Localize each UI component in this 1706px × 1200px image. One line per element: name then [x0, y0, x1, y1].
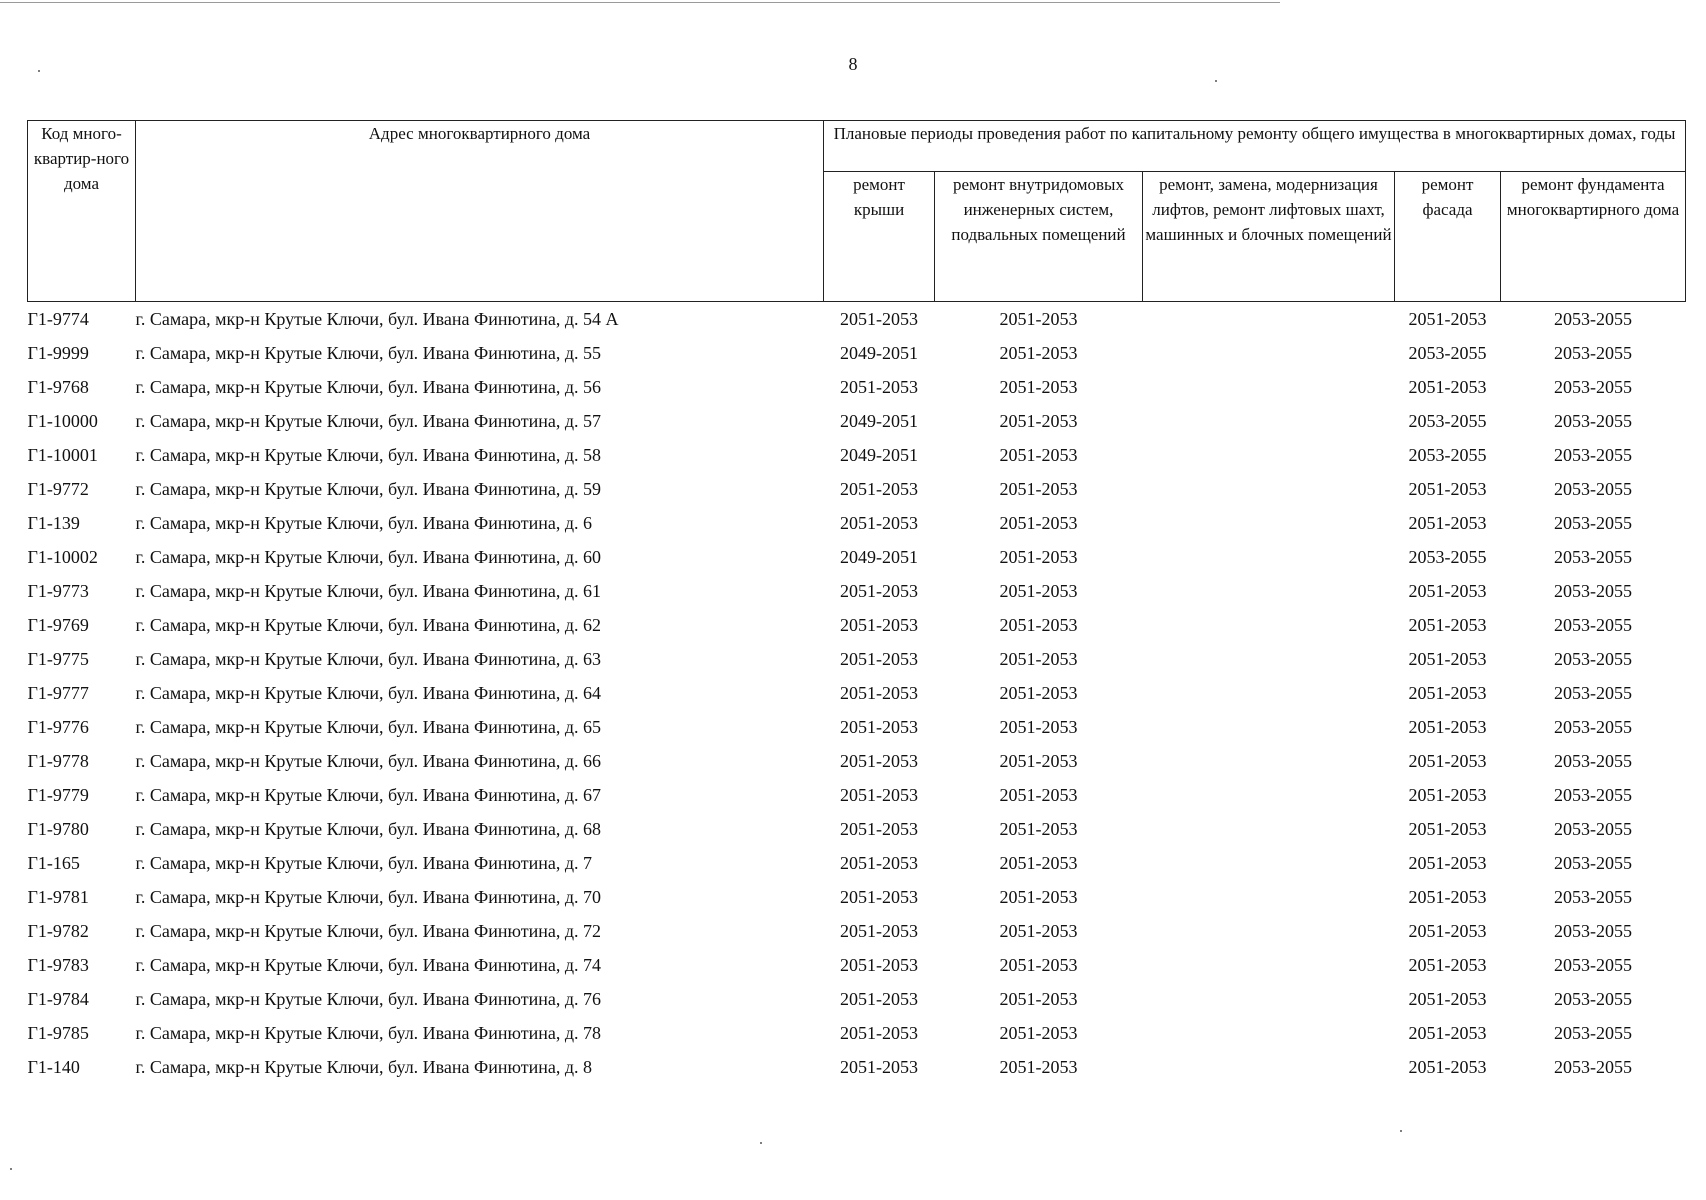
cell-roof: 2051-2053: [840, 649, 918, 669]
cell-elevators: [1143, 608, 1395, 642]
cell-roof: 2051-2053: [840, 717, 918, 737]
cell-foundation: 2053-2055: [1554, 1057, 1633, 1077]
table-body: [28, 302, 1686, 1085]
cell-roof: 2051-2053: [840, 309, 918, 329]
cell-code: Г1-139: [27, 513, 80, 533]
cell-elevators: [1143, 506, 1395, 540]
cell-foundation: 2053-2055: [1554, 377, 1633, 397]
cell-facade: 2051-2053: [1408, 377, 1487, 397]
cell-roof: 2051-2053: [840, 1023, 918, 1043]
cell-elevators: [1143, 438, 1395, 472]
cell-facade: 2053-2055: [1408, 343, 1487, 363]
table-row: [28, 880, 1686, 914]
cell-code: Г1-9776: [27, 717, 89, 737]
cell-address: г. Самара, мкр-н Крутые Ключи, бул. Ивана Финютина, д. 54 А: [135, 309, 619, 329]
cell-roof: 2051-2053: [840, 887, 918, 907]
cell-engineering: 2051-2053: [999, 683, 1078, 703]
cell-engineering: 2051-2053: [999, 581, 1078, 601]
cell-foundation: 2053-2055: [1554, 1023, 1633, 1043]
cell-engineering: 2051-2053: [999, 615, 1078, 635]
table-row: [28, 472, 1686, 506]
cell-engineering: 2051-2053: [999, 445, 1078, 465]
scan-speck: [38, 70, 40, 72]
cell-engineering: 2051-2053: [999, 513, 1078, 533]
cell-address: г. Самара, мкр-н Крутые Ключи, бул. Ивана Финютина, д. 78: [135, 1023, 602, 1043]
cell-elevators: [1143, 982, 1395, 1016]
cell-code: Г1-10001: [27, 445, 98, 465]
cell-foundation: 2053-2055: [1554, 581, 1633, 601]
table-row: [28, 574, 1686, 608]
cell-roof: 2049-2051: [840, 411, 918, 431]
header-foundation: ремонт фундамента многоквартирного дома: [1501, 172, 1686, 302]
cell-address: г. Самара, мкр-н Крутые Ключи, бул. Ивана Финютина, д. 57: [135, 411, 602, 431]
capital-repair-table: [27, 120, 1686, 1084]
cell-elevators: [1143, 574, 1395, 608]
cell-elevators: [1143, 642, 1395, 676]
table-row: [28, 336, 1686, 370]
cell-roof: 2051-2053: [840, 989, 918, 1009]
cell-address: г. Самара, мкр-н Крутые Ключи, бул. Ивана Финютина, д. 58: [135, 445, 602, 465]
cell-engineering: 2051-2053: [999, 649, 1078, 669]
cell-roof: 2051-2053: [840, 479, 918, 499]
cell-engineering: 2051-2053: [999, 479, 1078, 499]
table-row: [28, 812, 1686, 846]
cell-facade: 2051-2053: [1408, 717, 1487, 737]
cell-roof: 2051-2053: [840, 377, 918, 397]
header-periods: Плановые периоды проведения работ по капитальному ремонту общего имущества в многоквартирных домах, годы: [824, 121, 1686, 172]
cell-engineering: 2051-2053: [999, 751, 1078, 771]
cell-foundation: 2053-2055: [1554, 887, 1633, 907]
cell-foundation: 2053-2055: [1554, 343, 1633, 363]
cell-facade: 2053-2055: [1408, 445, 1487, 465]
cell-code: Г1-9781: [27, 887, 89, 907]
scan-speck: [1400, 1130, 1402, 1132]
header-code: Код много-квартир-ного дома: [28, 121, 136, 302]
cell-facade: 2051-2053: [1408, 615, 1487, 635]
cell-roof: 2049-2051: [840, 343, 918, 363]
cell-code: Г1-10002: [27, 547, 98, 567]
cell-address: г. Самара, мкр-н Крутые Ключи, бул. Ивана Финютина, д. 66: [135, 751, 602, 771]
cell-address: г. Самара, мкр-н Крутые Ключи, бул. Ивана Финютина, д. 6: [135, 513, 593, 533]
cell-facade: 2051-2053: [1408, 683, 1487, 703]
cell-foundation: 2053-2055: [1554, 751, 1633, 771]
cell-code: Г1-10000: [27, 411, 98, 431]
table-row: [28, 982, 1686, 1016]
cell-engineering: 2051-2053: [999, 955, 1078, 975]
table-row: [28, 438, 1686, 472]
cell-engineering: 2051-2053: [999, 1057, 1078, 1077]
cell-engineering: 2051-2053: [999, 411, 1078, 431]
cell-address: г. Самара, мкр-н Крутые Ключи, бул. Ивана Финютина, д. 60: [135, 547, 602, 567]
cell-roof: 2051-2053: [840, 819, 918, 839]
cell-roof: 2051-2053: [840, 955, 918, 975]
table-row: [28, 642, 1686, 676]
cell-address: г. Самара, мкр-н Крутые Ключи, бул. Ивана Финютина, д. 59: [135, 479, 602, 499]
cell-code: Г1-9774: [27, 309, 89, 329]
table-row: [28, 914, 1686, 948]
cell-roof: 2051-2053: [840, 853, 918, 873]
cell-foundation: 2053-2055: [1554, 921, 1633, 941]
cell-elevators: [1143, 710, 1395, 744]
cell-foundation: 2053-2055: [1554, 445, 1633, 465]
cell-address: г. Самара, мкр-н Крутые Ключи, бул. Ивана Финютина, д. 70: [135, 887, 602, 907]
cell-code: Г1-9777: [27, 683, 89, 703]
cell-facade: 2051-2053: [1408, 887, 1487, 907]
cell-elevators: [1143, 812, 1395, 846]
cell-engineering: 2051-2053: [999, 853, 1078, 873]
cell-code: Г1-9783: [27, 955, 89, 975]
cell-address: г. Самара, мкр-н Крутые Ключи, бул. Ивана Финютина, д. 56: [135, 377, 602, 397]
cell-code: Г1-9773: [27, 581, 89, 601]
cell-facade: 2051-2053: [1408, 649, 1487, 669]
cell-engineering: 2051-2053: [999, 377, 1078, 397]
header-engineering: ремонт внутридомовых инженерных систем, подвальных помещений: [935, 172, 1143, 302]
page-number: 8: [848, 54, 858, 74]
cell-elevators: [1143, 914, 1395, 948]
cell-foundation: 2053-2055: [1554, 513, 1633, 533]
cell-elevators: [1143, 1016, 1395, 1050]
cell-elevators: [1143, 404, 1395, 438]
cell-elevators: [1143, 540, 1395, 574]
cell-foundation: 2053-2055: [1554, 819, 1633, 839]
cell-facade: 2051-2053: [1408, 955, 1487, 975]
cell-foundation: 2053-2055: [1554, 785, 1633, 805]
cell-foundation: 2053-2055: [1554, 615, 1633, 635]
table-row: [28, 676, 1686, 710]
cell-elevators: [1143, 472, 1395, 506]
table-row: [28, 1050, 1686, 1084]
cell-elevators: [1143, 778, 1395, 812]
cell-foundation: 2053-2055: [1554, 309, 1633, 329]
cell-foundation: 2053-2055: [1554, 479, 1633, 499]
cell-address: г. Самара, мкр-н Крутые Ключи, бул. Ивана Финютина, д. 7: [135, 853, 593, 873]
cell-address: г. Самара, мкр-н Крутые Ключи, бул. Ивана Финютина, д. 68: [135, 819, 602, 839]
cell-roof: 2051-2053: [840, 513, 918, 533]
cell-facade: 2051-2053: [1408, 581, 1487, 601]
cell-address: г. Самара, мкр-н Крутые Ключи, бул. Ивана Финютина, д. 65: [135, 717, 602, 737]
cell-facade: 2051-2053: [1408, 1057, 1487, 1077]
table-row: [28, 710, 1686, 744]
cell-elevators: [1143, 948, 1395, 982]
cell-facade: 2051-2053: [1408, 989, 1487, 1009]
cell-elevators: [1143, 880, 1395, 914]
cell-elevators: [1143, 744, 1395, 778]
header-roof: ремонт крыши: [824, 172, 935, 302]
cell-address: г. Самара, мкр-н Крутые Ключи, бул. Ивана Финютина, д. 76: [135, 989, 602, 1009]
header-facade: ремонт фасада: [1395, 172, 1501, 302]
cell-elevators: [1143, 1050, 1395, 1084]
cell-roof: 2049-2051: [840, 445, 918, 465]
cell-roof: 2051-2053: [840, 615, 918, 635]
cell-engineering: 2051-2053: [999, 717, 1078, 737]
cell-foundation: 2053-2055: [1554, 853, 1633, 873]
cell-facade: 2051-2053: [1408, 1023, 1487, 1043]
cell-engineering: 2051-2053: [999, 343, 1078, 363]
scan-edge-line: [0, 2, 1280, 3]
cell-address: г. Самара, мкр-н Крутые Ключи, бул. Ивана Финютина, д. 64: [135, 683, 602, 703]
table-header: [28, 121, 1686, 302]
cell-code: Г1-165: [27, 853, 80, 873]
cell-engineering: 2051-2053: [999, 819, 1078, 839]
cell-facade: 2051-2053: [1408, 309, 1487, 329]
cell-elevators: [1143, 370, 1395, 404]
header-address: Адрес многоквартирного дома: [136, 121, 824, 302]
scan-speck: [1215, 80, 1217, 82]
cell-code: Г1-9772: [27, 479, 89, 499]
cell-engineering: 2051-2053: [999, 785, 1078, 805]
cell-code: Г1-9775: [27, 649, 89, 669]
cell-foundation: 2053-2055: [1554, 955, 1633, 975]
cell-facade: 2051-2053: [1408, 479, 1487, 499]
table-row: [28, 608, 1686, 642]
table-row: [28, 506, 1686, 540]
cell-code: Г1-9779: [27, 785, 89, 805]
cell-foundation: 2053-2055: [1554, 717, 1633, 737]
cell-code: Г1-9778: [27, 751, 89, 771]
cell-foundation: 2053-2055: [1554, 411, 1633, 431]
cell-code: Г1-140: [27, 1057, 80, 1077]
cell-engineering: 2051-2053: [999, 989, 1078, 1009]
cell-facade: 2051-2053: [1408, 513, 1487, 533]
cell-code: Г1-9780: [27, 819, 89, 839]
cell-facade: 2051-2053: [1408, 819, 1487, 839]
cell-foundation: 2053-2055: [1554, 683, 1633, 703]
scan-speck: [10, 1168, 12, 1170]
cell-elevators: [1143, 846, 1395, 880]
cell-foundation: 2053-2055: [1554, 547, 1633, 567]
table-row: [28, 846, 1686, 880]
cell-address: г. Самара, мкр-н Крутые Ключи, бул. Ивана Финютина, д. 8: [135, 1057, 593, 1077]
cell-foundation: 2053-2055: [1554, 989, 1633, 1009]
cell-elevators: [1143, 302, 1395, 337]
table-row: [28, 1016, 1686, 1050]
header-elevators: ремонт, замена, модернизация лифтов, ремонт лифтовых шахт, машинных и блочных помещений: [1143, 172, 1395, 302]
table-row: [28, 302, 1686, 337]
cell-code: Г1-9784: [27, 989, 89, 1009]
cell-code: Г1-9999: [27, 343, 89, 363]
cell-address: г. Самара, мкр-н Крутые Ключи, бул. Ивана Финютина, д. 67: [135, 785, 602, 805]
cell-roof: 2051-2053: [840, 1057, 918, 1077]
cell-address: г. Самара, мкр-н Крутые Ключи, бул. Ивана Финютина, д. 74: [135, 955, 602, 975]
cell-engineering: 2051-2053: [999, 309, 1078, 329]
table-row: [28, 744, 1686, 778]
scan-speck: [760, 1142, 762, 1144]
cell-address: г. Самара, мкр-н Крутые Ключи, бул. Ивана Финютина, д. 55: [135, 343, 602, 363]
cell-engineering: 2051-2053: [999, 547, 1078, 567]
table-row: [28, 540, 1686, 574]
table-row: [28, 778, 1686, 812]
cell-foundation: 2053-2055: [1554, 649, 1633, 669]
cell-facade: 2051-2053: [1408, 853, 1487, 873]
cell-code: Г1-9782: [27, 921, 89, 941]
cell-address: г. Самара, мкр-н Крутые Ключи, бул. Ивана Финютина, д. 61: [135, 581, 602, 601]
cell-code: Г1-9769: [27, 615, 89, 635]
cell-code: Г1-9785: [27, 1023, 89, 1043]
cell-engineering: 2051-2053: [999, 1023, 1078, 1043]
table-row: [28, 948, 1686, 982]
cell-roof: 2051-2053: [840, 581, 918, 601]
cell-facade: 2053-2055: [1408, 411, 1487, 431]
cell-engineering: 2051-2053: [999, 887, 1078, 907]
cell-elevators: [1143, 676, 1395, 710]
cell-address: г. Самара, мкр-н Крутые Ключи, бул. Ивана Финютина, д. 62: [135, 615, 602, 635]
cell-address: г. Самара, мкр-н Крутые Ключи, бул. Ивана Финютина, д. 63: [135, 649, 602, 669]
cell-facade: 2053-2055: [1408, 547, 1487, 567]
cell-address: г. Самара, мкр-н Крутые Ключи, бул. Ивана Финютина, д. 72: [135, 921, 602, 941]
cell-roof: 2051-2053: [840, 785, 918, 805]
table-row: [28, 404, 1686, 438]
cell-code: Г1-9768: [27, 377, 89, 397]
cell-elevators: [1143, 336, 1395, 370]
table-row: [28, 370, 1686, 404]
cell-engineering: 2051-2053: [999, 921, 1078, 941]
cell-facade: 2051-2053: [1408, 921, 1487, 941]
cell-facade: 2051-2053: [1408, 751, 1487, 771]
cell-roof: 2051-2053: [840, 921, 918, 941]
cell-roof: 2051-2053: [840, 751, 918, 771]
cell-facade: 2051-2053: [1408, 785, 1487, 805]
cell-roof: 2051-2053: [840, 683, 918, 703]
cell-roof: 2049-2051: [840, 547, 918, 567]
